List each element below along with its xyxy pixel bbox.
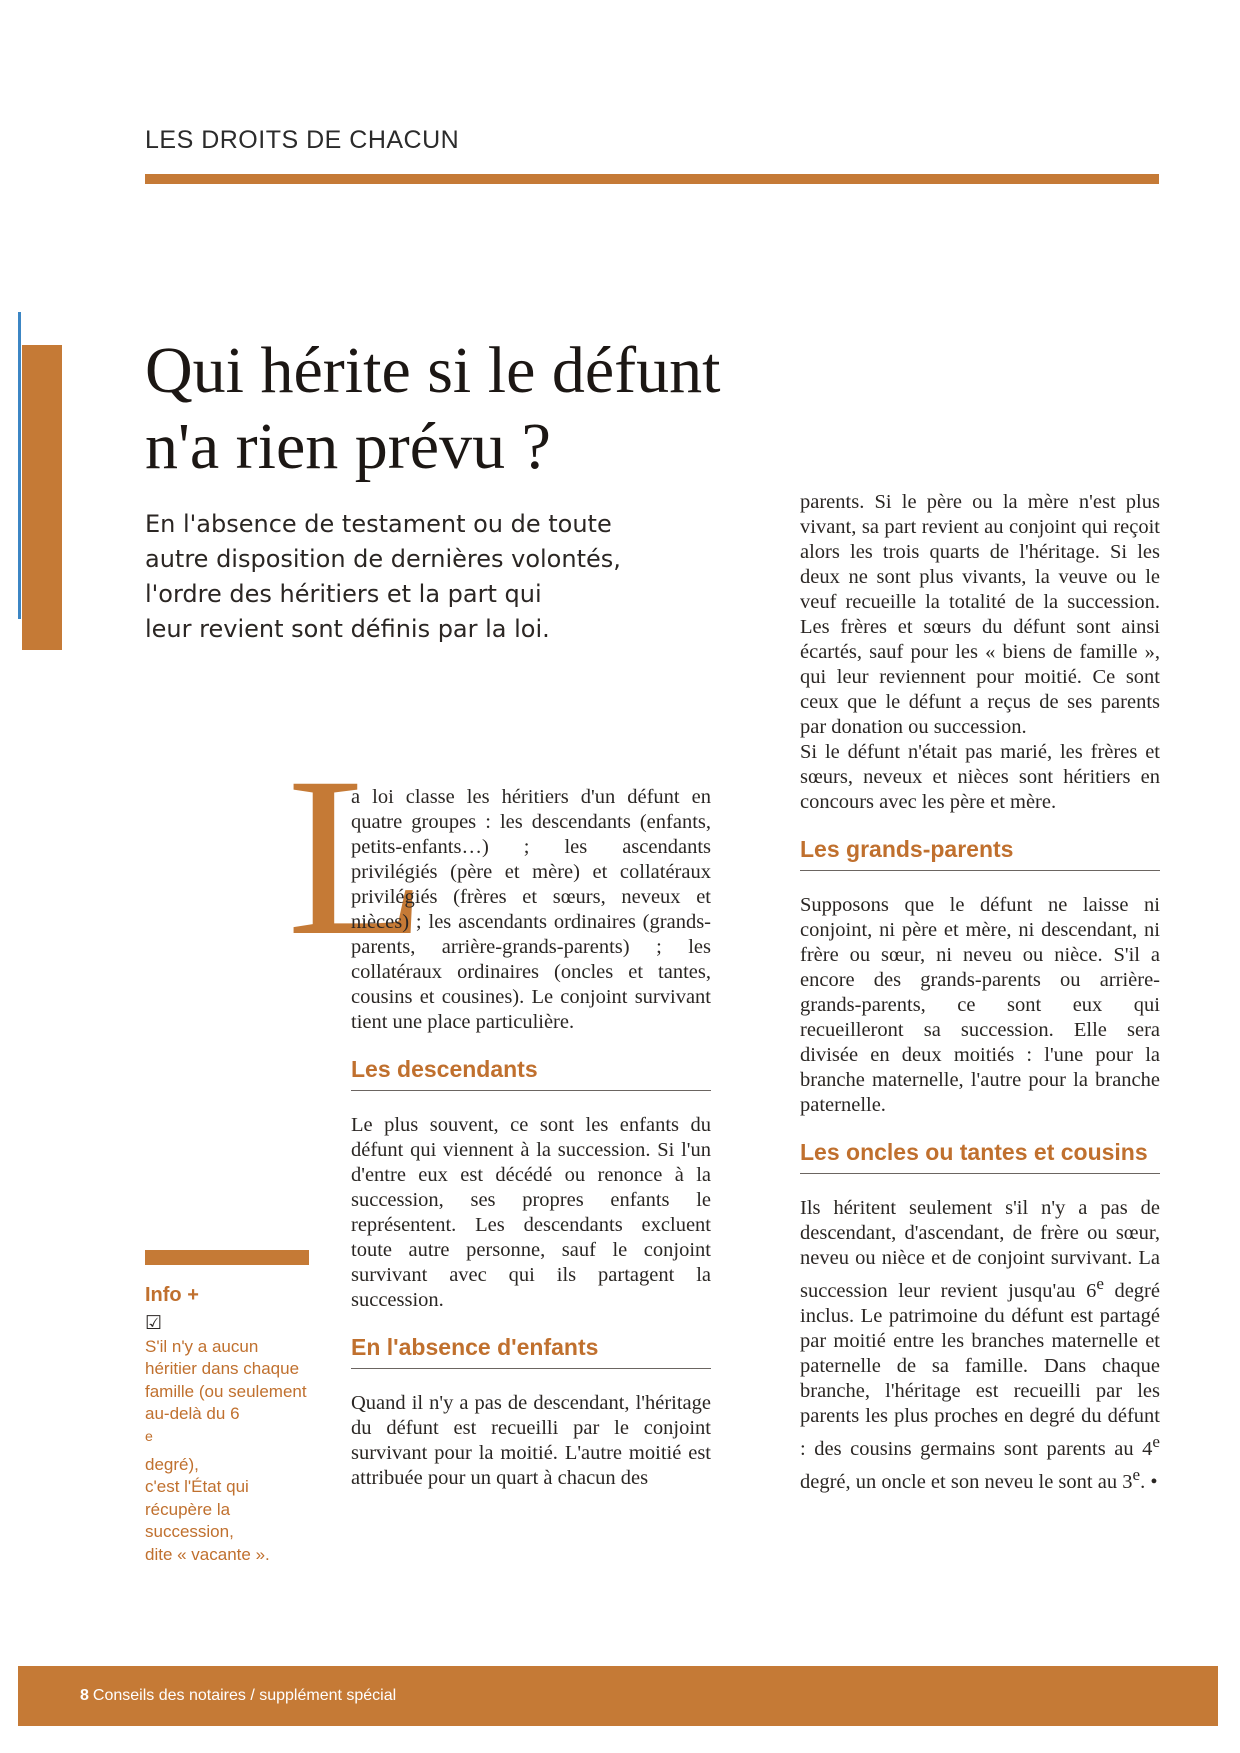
title-line-1: Qui hérite si le défunt (145, 334, 721, 407)
lead-line-1: En l'absence de testament ou de toute (145, 510, 612, 538)
end-mark: • (1150, 1470, 1158, 1493)
heading-grands-parents: Les grands-parents (800, 837, 1160, 871)
info-line-7: succession, (145, 1522, 234, 1542)
info-line-5: c'est l'État qui (145, 1477, 249, 1497)
intro-paragraph: a loi classe les héritiers d'un défunt en quatre groupes : les descendants (enfants, petits-enfants…) ; les ascendants privilégiés (père et mère) et collatéraux privilégiés (frères et sœurs, neveux et nièces) ; les ascendants ordinaires (grands-parents, arrière-grands-parents) ; les collatéraux ordinaires (oncles et tantes, cousins et cousines). Le conjoint survivant tient une place particulière. (351, 786, 711, 1033)
section-label: LES DROITS DE CHACUN (145, 126, 460, 154)
info-bar (145, 1250, 309, 1265)
info-line-6: récupère la (145, 1499, 231, 1519)
lead-line-3: l'ordre des héritiers et la part qui (145, 580, 542, 608)
paragraph-sans-enfants-1: Quand il n'y a pas de descendant, l'héritage du défunt est recueilli par le conjoint survivant pour la moitié. L'autre moitié est attribuée pour un quart à chacun des (351, 1392, 711, 1489)
paragraph-descendants: Le plus souvent, ce sont les enfants du défunt qui viennent à la succession. Si l'un d'entre eux est décédé ou renonce à la succession, ses propres enfants le représentent. Les descendants excluent toute autre personne, sauf le conjoint survivant avec qui ils partagent la succession. (351, 1114, 711, 1311)
paragraph-sans-enfants-2: parents. Si le père ou la mère n'est plus vivant, sa part revient au conjoint qui reçoit alors les trois quarts de l'héritage. Si les deux ne sont plus vivants, la veuve ou le veuf recueille la totalité de la succession. Les frères et sœurs du défunt sont ainsi écartés, sauf pour les « biens de famille », qui leur reviennent pour moitié. Ce sont ceux que le défunt a reçus de ses parents par donation ou succession. (800, 491, 1160, 738)
heading-sans-enfants: En l'absence d'enfants (351, 1335, 711, 1369)
paragraph-grands-parents: Supposons que le défunt ne laisse ni conjoint, ni père et mère, ni descendant, ni frère ou sœur, ni neveu ou nièce. S'il a encore des grands-parents ou arrière-grands-parents, ce sont eux qui recueilleront sa succession. Elle sera divisée en deux moitiés : l'une pour la branche maternelle, l'autre pour la branche paternelle. (800, 894, 1160, 1116)
column-right (800, 490, 1160, 1494)
info-title: Info + (145, 1284, 199, 1306)
footer-text (80, 1687, 396, 1705)
checkbox-icon: ☑ (145, 1313, 163, 1334)
info-line-1: ☑ S'il n'y a aucun (145, 1313, 315, 1358)
publication-name: Conseils des notaires / supplément spécial (92, 1687, 397, 1704)
drop-cap: L (287, 731, 427, 983)
lead-line-4: leur revient sont définis par la loi. (145, 615, 550, 643)
paragraph-oncles: Ils héritent seulement s'il n'y a pas de descendant, d'ascendant, de frère ou sœur, neveu ou nièce et de conjoint survivant. La succession leur revient jusqu'au 6e degré inclus. Le patrimoine du défunt est partagé par moitié entre les branches maternelle et paternelle de sa famille. Dans chaque branche, l'héritage est recueilli par les parents les plus proches en degré du défunt : des cousins germains sont parents au 4e degré, un oncle et son neveu le sont au 3e. • (800, 1197, 1160, 1493)
info-line-3: famille (ou seulement (145, 1381, 307, 1401)
info-line-4: au-delà du 6 $^e$ degré), (145, 1404, 240, 1474)
page-title (145, 333, 925, 485)
info-line-2: héritier dans chaque (145, 1359, 300, 1378)
lead-line-2: autre disposition de dernières volontés, (145, 545, 621, 573)
paragraph-sans-enfants-3: Si le défunt n'était pas marié, les frères et sœurs, neveux et nièces sont héritiers en concours avec les père et mère. (800, 741, 1160, 813)
column-left (351, 785, 711, 1491)
left-accent-block (22, 345, 62, 650)
info-line-8: dite « vacante ». (145, 1544, 270, 1564)
title-line-2: n'a rien prévu ? (145, 410, 551, 483)
header-rule (145, 174, 1159, 184)
lead-paragraph (145, 507, 665, 647)
info-text (145, 1313, 315, 1566)
page-number: 8 (80, 1687, 89, 1704)
left-accent-line (18, 312, 21, 619)
heading-oncles: Les oncles ou tantes et cousins (800, 1140, 1160, 1174)
heading-descendants: Les descendants (351, 1057, 711, 1091)
